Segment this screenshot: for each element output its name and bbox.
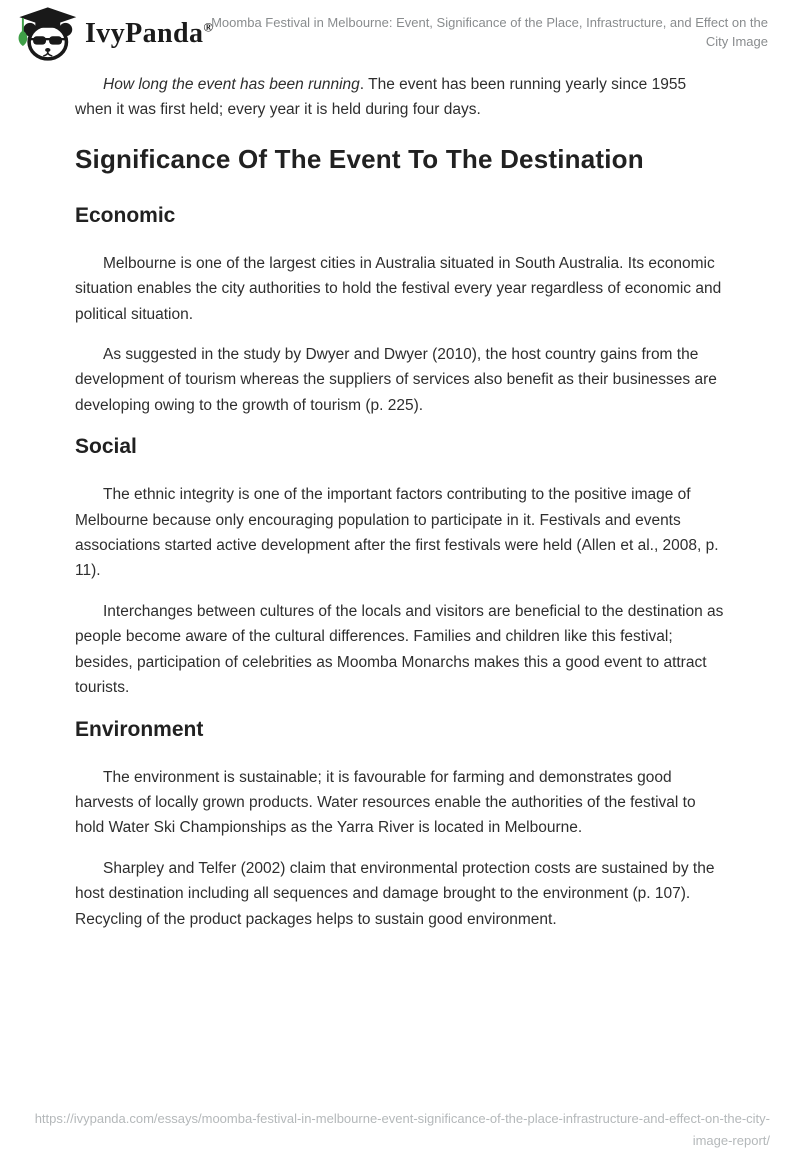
page-header	[0, 0, 800, 62]
paragraph: As suggested in the study by Dwyer and Dwyer (2010), the host country gains from the development of tourism whereas the suppliers of services also benefit as their businesses are developing owing to the growth of tourism (p. 225).	[75, 346, 717, 414]
paragraph: Interchanges between cultures of the locals and visitors are beneficial to the destination as people become aware of the cultural differences. Families and children like this festival; besides, participation of celebrities as Moomba Monarchs makes this a good event to attract tourists.	[75, 602, 724, 697]
section-heading-environment: Environment	[75, 717, 204, 741]
paragraph: The environment is sustainable; it is favourable for farming and demonstrates good harvests of locally grown products. Water resources enable the authorities of the festival to hold Water Ski Championships as the Yarra River is located in Melbourne.	[75, 768, 696, 837]
section-social	[75, 434, 725, 700]
section-economic	[75, 203, 725, 418]
source-url: https://ivypanda.com/essays/moomba-festival-in-melbourne-event-significance-of-the-place-infrastructure-and-effect-on-the-city-image-report/	[34, 1111, 770, 1148]
paragraph: The ethnic integrity is one of the important factors contributing to the positive image of Melbourne because only encouraging population to participate in it. Festivals and events associations started active development after the first festivals were held (Allen et al., 2008, p. 11).	[75, 486, 719, 580]
document-title: Moomba Festival in Melbourne: Event, Significance of the Place, Infrastructure, and Effect on the City Image	[211, 15, 768, 49]
section-heading-social: Social	[75, 435, 137, 459]
paragraph: Melbourne is one of the largest cities in Australia situated in South Australia. Its economic situation enables the city authorities to hold the festival every year regardless of economic and political situation.	[75, 254, 722, 323]
registered-mark: ®	[203, 19, 214, 35]
page-title: Significance Of The Event To The Destination	[75, 143, 644, 174]
panda-graduate-icon	[14, 6, 78, 62]
intro-italic-lead: How long the event has been running	[103, 76, 360, 93]
brand-name: IvyPanda®	[85, 18, 214, 49]
page-footer	[30, 1108, 770, 1151]
intro-rest: . The event has been running yearly since 1955 when it was first held; every year it is held during four days.	[75, 76, 687, 119]
ivypanda-logo	[14, 6, 213, 62]
article-content	[75, 72, 725, 932]
intro-paragraph	[75, 72, 725, 123]
section-environment	[75, 717, 725, 932]
section-heading-economic: Economic	[75, 203, 176, 227]
paragraph: Sharpley and Telfer (2002) claim that environmental protection costs are sustained by the host destination including all sequences and damage brought to the environment (p. 107). Recycling of the product packages helps to sustain good environment.	[75, 859, 715, 928]
